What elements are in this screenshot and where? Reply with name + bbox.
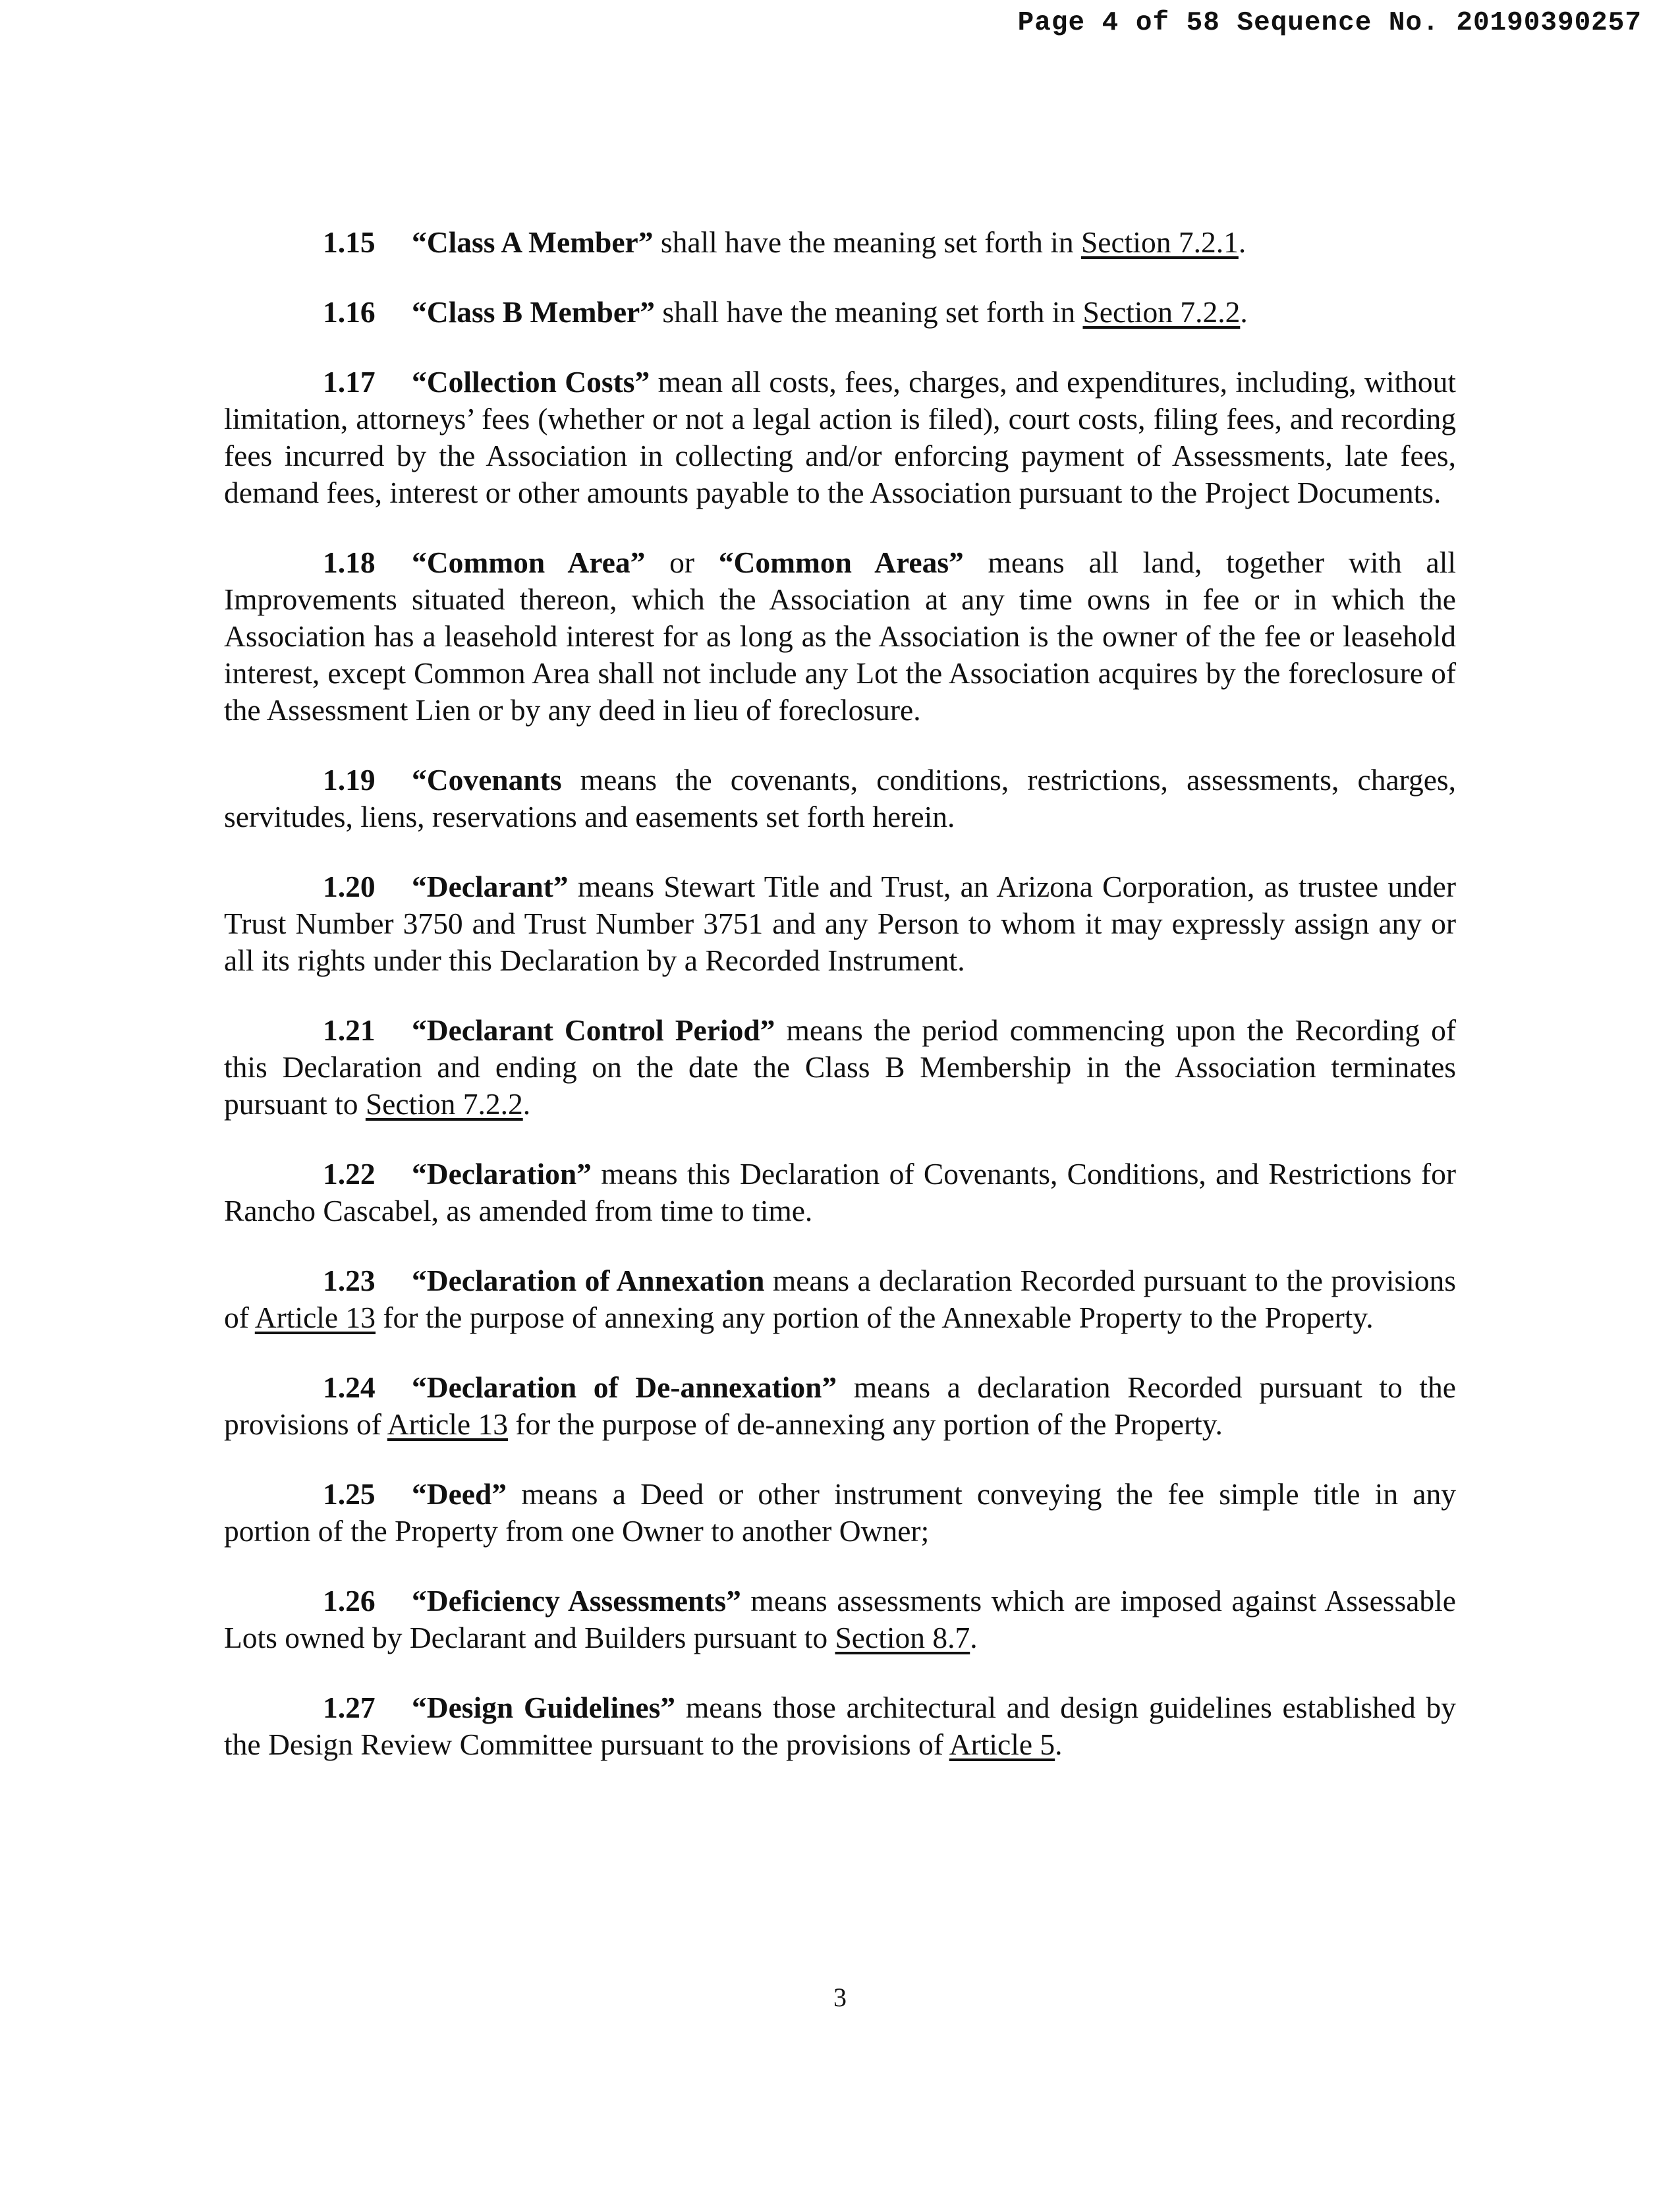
defined-term-alternate: “Common Areas” bbox=[718, 546, 964, 579]
definition-1-24 bbox=[224, 1369, 1456, 1443]
defined-term: “Class A Member” bbox=[412, 225, 654, 259]
definition-1-25 bbox=[224, 1476, 1456, 1550]
cross-reference: Article 13 bbox=[387, 1407, 508, 1441]
cross-reference: Section 7.2.2 bbox=[1082, 295, 1241, 329]
definition-number: 1.26 bbox=[323, 1584, 376, 1617]
page-sequence-header: Page 4 of 58 Sequence No. 20190390257 bbox=[1017, 8, 1642, 38]
cross-reference: Section 8.7 bbox=[835, 1621, 970, 1654]
definition-text-end: . bbox=[1055, 1728, 1063, 1761]
cross-reference: Section 7.2.1 bbox=[1080, 225, 1239, 259]
defined-term: “Deficiency Assessments” bbox=[412, 1584, 741, 1617]
defined-term: “Common Area” bbox=[412, 546, 646, 579]
definition-text: means the covenants, conditions, restrictions, assessments, charges, servitudes, liens, reservations and easements set forth herein. bbox=[224, 763, 1456, 833]
definition-number: 1.22 bbox=[323, 1157, 376, 1191]
definition-text: shall have the meaning set forth in bbox=[653, 225, 1081, 259]
definition-number: 1.15 bbox=[323, 225, 376, 259]
defined-term: “Declaration” bbox=[412, 1157, 592, 1191]
definition-text-end: for the purpose of de-annexing any portion of the Property. bbox=[507, 1407, 1223, 1441]
definition-number: 1.24 bbox=[323, 1370, 376, 1404]
defined-term: “Collection Costs” bbox=[412, 365, 650, 399]
definition-text: means assessments which are imposed against Assessable Lots owned by Declarant and Builders pursuant to bbox=[224, 1584, 1456, 1654]
definition-1-17 bbox=[224, 364, 1456, 511]
defined-term: “Deed” bbox=[412, 1477, 507, 1511]
defined-term: “Declarant” bbox=[412, 870, 569, 903]
definition-number: 1.20 bbox=[323, 870, 376, 903]
definition-1-18 bbox=[224, 544, 1456, 729]
definition-1-22 bbox=[224, 1156, 1456, 1229]
definition-1-20 bbox=[224, 868, 1456, 979]
definition-text: means those architectural and design guidelines established by the Design Review Committee pursuant to the provisions of bbox=[224, 1691, 1456, 1761]
definition-text: means this Declaration of Covenants, Conditions, and Restrictions for Rancho Cascabel, as amended from time to time. bbox=[224, 1157, 1456, 1227]
definition-text: mean all costs, fees, charges, and expenditures, including, without limitation, attorneys’ fees (whether or not a legal action is filed), court costs, filing fees, and recording fees incurred by the Association in collecting and/or enforcing payment of Assessments, late fees, demand fees, interest or other amounts payable to the Association pursuant to the Project Documents. bbox=[224, 365, 1456, 509]
defined-term: “Covenants bbox=[412, 763, 562, 797]
definition-connector: or bbox=[645, 546, 719, 579]
definition-text-end: . bbox=[522, 1087, 531, 1121]
definition-1-21 bbox=[224, 1012, 1456, 1123]
cross-reference: Article 13 bbox=[254, 1301, 376, 1334]
definition-text: means all land, together with all Improvements situated thereon, which the Association at any time owns in fee or in which the Association has a leasehold interest for as long as the Association is the owner of the fee or leasehold interest, except Common Area shall not include any Lot the Association acquires by the foreclosure of the Assessment Lien or by any deed in lieu of foreclosure. bbox=[224, 546, 1457, 727]
definition-number: 1.25 bbox=[323, 1477, 376, 1511]
definition-text-end: for the purpose of annexing any portion of the Annexable Property to the Property. bbox=[375, 1301, 1374, 1334]
definition-text-end: . bbox=[1240, 295, 1248, 329]
defined-term: “Class B Member” bbox=[412, 295, 655, 329]
page-number: 3 bbox=[833, 1983, 847, 2012]
cross-reference: Article 5 bbox=[949, 1728, 1055, 1761]
definition-text: means Stewart Title and Trust, an Arizona Corporation, as trustee under Trust Number 3750 and Trust Number 3751 and any Person to whom it may expressly assign any or all its rights under this Declaration by a Recorded Instrument. bbox=[224, 870, 1456, 977]
definition-number: 1.17 bbox=[323, 365, 376, 399]
definition-text: shall have the meaning set forth in bbox=[655, 295, 1083, 329]
definition-1-16 bbox=[224, 294, 1456, 331]
definition-number: 1.27 bbox=[323, 1691, 376, 1724]
definition-text-end: . bbox=[1238, 225, 1246, 259]
definition-1-26 bbox=[224, 1583, 1456, 1656]
definition-1-15 bbox=[224, 224, 1456, 261]
definitions-section bbox=[224, 224, 1456, 1796]
definition-number: 1.19 bbox=[323, 763, 376, 797]
defined-term: “Declaration of De-annexation” bbox=[412, 1370, 837, 1404]
defined-term: “Design Guidelines” bbox=[412, 1691, 676, 1724]
definition-text: means a Deed or other instrument conveying the fee simple title in any portion of the Property from one Owner to another Owner; bbox=[224, 1477, 1456, 1548]
definition-text: means a declaration Recorded pursuant to the provisions of bbox=[224, 1370, 1456, 1441]
definition-text: means a declaration Recorded pursuant to the provisions of bbox=[224, 1264, 1456, 1334]
defined-term: “Declarant Control Period” bbox=[412, 1013, 775, 1047]
defined-term: “Declaration of Annexation bbox=[412, 1264, 765, 1297]
definition-number: 1.18 bbox=[323, 546, 376, 579]
definition-1-19 bbox=[224, 762, 1456, 835]
definition-text: means the period commencing upon the Recording of this Declaration and ending on the date the Class B Membership in the Association terminates pursuant to bbox=[224, 1013, 1456, 1121]
cross-reference: Section 7.2.2 bbox=[365, 1087, 523, 1121]
definition-number: 1.16 bbox=[323, 295, 376, 329]
definition-text-end: . bbox=[970, 1621, 978, 1654]
definition-number: 1.23 bbox=[323, 1264, 376, 1297]
definition-1-23 bbox=[224, 1262, 1456, 1336]
definition-1-27 bbox=[224, 1689, 1456, 1763]
definition-number: 1.21 bbox=[323, 1013, 376, 1047]
